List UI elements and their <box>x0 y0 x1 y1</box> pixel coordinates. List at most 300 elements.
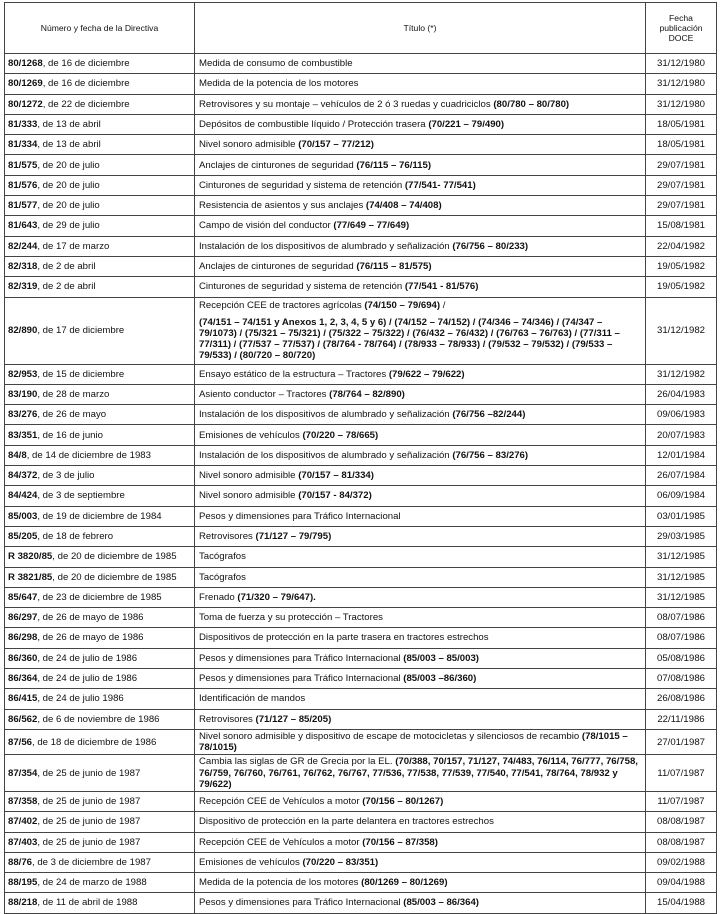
directive-number: 83/276 <box>8 409 38 421</box>
publication-date: 31/12/1980 <box>646 54 717 74</box>
directive-date: , de 29 de julio <box>37 220 100 232</box>
title-cell <box>195 384 646 404</box>
publication-date: 31/12/1980 <box>646 94 717 114</box>
table-row <box>5 277 717 297</box>
directive-number: 82/319 <box>8 281 38 293</box>
title-cell <box>195 175 646 195</box>
title-text: Cinturones de seguridad y sistema de retención <box>199 281 405 293</box>
title-reference: (71/127 – 85/205) <box>255 713 332 725</box>
title-cell <box>195 729 646 754</box>
table-row <box>5 567 717 587</box>
table-row <box>5 256 717 276</box>
title-cell <box>195 114 646 134</box>
title-reference: (80/1269 – 80/1269) <box>361 877 448 889</box>
title-reference: (76/115 – 81/575) <box>356 261 432 273</box>
title-text: Asiento conductor – Tractores <box>199 388 330 400</box>
directive-cell <box>5 506 195 526</box>
publication-date: 19/05/1982 <box>646 256 717 276</box>
directive-cell <box>5 216 195 236</box>
directive-number: 81/576 <box>8 179 38 191</box>
publication-date: 12/01/1984 <box>646 445 717 465</box>
directive-date: , de 16 de junio <box>37 429 103 441</box>
table-row <box>5 587 717 607</box>
directive-cell <box>5 832 195 852</box>
publication-date: 22/11/1986 <box>646 709 717 729</box>
directive-date: , de 20 de diciembre de 1985 <box>52 571 177 583</box>
title-cell <box>195 812 646 832</box>
directive-cell <box>5 364 195 384</box>
title-text: Retrovisores <box>199 531 256 542</box>
title-cell <box>195 669 646 689</box>
title-text: Retrovisores <box>199 713 256 725</box>
title-cell <box>195 486 646 506</box>
title-text: Medida de consumo de combustible <box>199 58 353 70</box>
directives-table <box>4 2 717 914</box>
directive-date: , de 11 de abril de 1988 <box>37 897 138 909</box>
table-row <box>5 709 717 729</box>
title-reference: (74/151 – 74/151 y Anexos 1, 2, 3, 4, 5 y 6) / (74/152 – 74/152) / (74/346 – 74/346) / (74/347 – 79/1073) / (75/321 – 75/321) / (75/322 – 75/322) / (76/432 – 76/432) / (76/763 – 76/763) / (77/311 – 77/311) / (77/537 – 77/537) / (78/764 - 78/764) / (78/933 – 78/933) / (79/532 – 79/532) / (79/533 – 79/533) / (80/720 – 80/720) <box>199 316 620 362</box>
table-row <box>5 94 717 114</box>
directive-number: 86/562 <box>8 713 38 725</box>
directive-number: 88/195 <box>8 877 38 889</box>
title-cell <box>195 567 646 587</box>
directive-cell <box>5 689 195 709</box>
directive-number: 85/205 <box>8 531 38 542</box>
directive-cell <box>5 114 195 134</box>
title-reference: (74/150 – 79/694) <box>364 299 441 311</box>
table-row <box>5 216 717 236</box>
publication-date: 06/09/1984 <box>646 486 717 506</box>
publication-date: 22/04/1982 <box>646 236 717 256</box>
title-text: Tacógrafos <box>199 551 246 563</box>
title-cell <box>195 526 646 546</box>
publication-date: 11/07/1987 <box>646 755 717 792</box>
directive-number: R 3820/85 <box>8 551 53 563</box>
directive-cell <box>5 852 195 872</box>
title-cell <box>195 547 646 567</box>
header-publication-date-line: DOCE <box>668 33 694 43</box>
publication-date: 09/02/1988 <box>646 852 717 872</box>
directive-cell <box>5 445 195 465</box>
publication-date: 26/07/1984 <box>646 466 717 486</box>
directive-cell <box>5 628 195 648</box>
directive-cell <box>5 729 195 754</box>
directive-cell <box>5 54 195 74</box>
directive-cell <box>5 587 195 607</box>
directive-date: , de 18 de febrero <box>37 531 114 542</box>
header-directive-number-date: Número y fecha de la Directiva <box>5 3 195 54</box>
title-text: Cambia las siglas de GR de Grecia por la EL. <box>199 756 396 768</box>
directive-cell <box>5 567 195 587</box>
title-cell <box>195 405 646 425</box>
title-text: / <box>440 299 446 311</box>
title-reference: (70/157 – 81/334) <box>298 470 374 482</box>
header-title: Título (*) <box>195 3 646 54</box>
title-paragraph <box>199 317 641 362</box>
title-cell <box>195 277 646 297</box>
directive-number: R 3821/85 <box>8 571 53 583</box>
table-row <box>5 114 717 134</box>
directive-number: 80/1272 <box>8 98 43 110</box>
table-row <box>5 486 717 506</box>
directive-cell <box>5 466 195 486</box>
table-row <box>5 466 717 486</box>
directive-number: 80/1268 <box>8 58 43 70</box>
directive-date: , de 20 de julio <box>37 179 100 191</box>
directive-cell <box>5 277 195 297</box>
title-text: Nivel sonoro admisible <box>199 139 299 151</box>
publication-date: 07/08/1986 <box>646 669 717 689</box>
header-publication-date <box>646 3 717 54</box>
publication-date: 26/08/1986 <box>646 689 717 709</box>
table-row <box>5 236 717 256</box>
table-row <box>5 155 717 175</box>
publication-date: 31/12/1982 <box>646 297 717 364</box>
title-text: Retrovisores y su montaje – vehículos de 2 ó 3 ruedas y cuadriciclos <box>199 98 494 110</box>
directive-number: 81/334 <box>8 139 38 151</box>
title-text: Anclajes de cinturones de seguridad <box>199 261 357 273</box>
paragraph-gap <box>199 312 641 316</box>
title-text: Medida de la potencia de los motores <box>199 877 362 889</box>
directive-date: , de 24 de julio 1986 <box>37 693 124 705</box>
directive-date: , de 3 de julio <box>37 470 95 482</box>
table-body <box>5 54 717 914</box>
directive-cell <box>5 175 195 195</box>
title-cell <box>195 506 646 526</box>
title-reference: (77/649 – 77/649) <box>333 220 410 232</box>
table-row <box>5 526 717 546</box>
table-row <box>5 297 717 364</box>
title-text: Medida de la potencia de los motores <box>199 78 359 90</box>
directive-cell <box>5 74 195 94</box>
directive-date: , de 19 de diciembre de 1984 <box>37 510 162 522</box>
directive-cell <box>5 873 195 893</box>
title-text: Nivel sonoro admisible <box>199 470 299 482</box>
table-row <box>5 873 717 893</box>
publication-date: 15/08/1981 <box>646 216 717 236</box>
document-page <box>4 2 716 914</box>
title-cell <box>195 755 646 792</box>
directive-number: 81/333 <box>8 118 38 130</box>
directive-cell <box>5 196 195 216</box>
publication-date: 26/04/1983 <box>646 384 717 404</box>
title-reference: (77/541 - 81/576) <box>404 281 479 293</box>
title-reference: (85/003 – 85/003) <box>403 652 479 664</box>
directive-cell <box>5 405 195 425</box>
title-text: Emisiones de vehículos <box>199 856 303 868</box>
title-reference: (70/156 – 80/1267) <box>362 795 444 807</box>
table-row <box>5 669 717 689</box>
title-reference: (76/756 –82/244) <box>452 409 526 421</box>
title-text: Toma de fuerza y su protección – Tractores <box>199 612 383 624</box>
directive-date: , de 24 de julio de 1986 <box>37 673 138 685</box>
title-text: Emisiones de vehículos <box>199 429 303 441</box>
title-text: Ensayo estático de la estructura – Tractores <box>199 368 389 380</box>
table-row <box>5 54 717 74</box>
title-cell <box>195 608 646 628</box>
directive-date: , de 17 de marzo <box>37 240 110 252</box>
directive-number: 88/76 <box>8 856 33 868</box>
directive-date: , de 18 de diciembre de 1986 <box>32 736 157 748</box>
title-text: Depósitos de combustible líquido / Protección trasera <box>199 118 429 130</box>
title-reference: (85/003 – 86/364) <box>403 897 479 909</box>
directive-date: , de 26 de mayo <box>37 409 107 421</box>
table-row <box>5 628 717 648</box>
directive-date: , de 14 de diciembre de 1983 <box>26 449 151 461</box>
directive-date: , de 20 de julio <box>37 159 100 171</box>
table-row <box>5 608 717 628</box>
title-text: Dispositivo de protección en la parte delantera en tractores estrechos <box>199 816 494 828</box>
title-text: Recepción CEE de tractores agrícolas <box>199 299 365 311</box>
title-text: Identificación de mandos <box>199 693 306 705</box>
directive-date: , de 25 de junio de 1987 <box>37 816 141 828</box>
title-cell <box>195 709 646 729</box>
title-text: Pesos y dimensiones para Tráfico Internacional <box>199 897 404 909</box>
title-reference: (71/127 – 79/795) <box>255 531 332 542</box>
title-cell <box>195 648 646 668</box>
table-row <box>5 893 717 913</box>
title-cell <box>195 893 646 913</box>
directive-cell <box>5 486 195 506</box>
directive-date: , de 28 de marzo <box>37 388 110 400</box>
publication-date: 08/07/1986 <box>646 608 717 628</box>
directive-date: , de 25 de junio de 1987 <box>37 836 141 848</box>
header-publication-date-line: publicación <box>659 23 703 33</box>
directive-number: 83/190 <box>8 388 38 400</box>
table-row <box>5 648 717 668</box>
directive-number: 82/890 <box>8 324 38 336</box>
directive-date: , de 25 de junio de 1987 <box>37 795 141 807</box>
directive-number: 85/003 <box>8 510 38 522</box>
directive-date: , de 17 de diciembre <box>37 324 125 336</box>
table-row <box>5 729 717 754</box>
directive-cell <box>5 669 195 689</box>
directive-number: 85/647 <box>8 591 38 603</box>
directive-cell <box>5 384 195 404</box>
directive-date: , de 6 de noviembre de 1986 <box>37 713 160 725</box>
title-reference: (85/003 –86/360) <box>403 673 477 685</box>
directive-date: , de 24 de julio de 1986 <box>37 652 138 664</box>
title-reference: (70/220 – 83/351) <box>302 856 379 868</box>
publication-date: 03/01/1985 <box>646 506 717 526</box>
publication-date: 31/12/1980 <box>646 74 717 94</box>
title-text: Resistencia de asientos y sus anclajes <box>199 200 366 212</box>
directive-cell <box>5 812 195 832</box>
table-row <box>5 175 717 195</box>
title-text: Nivel sonoro admisible <box>199 490 299 502</box>
title-reference: (78/1015 – 78/1015) <box>199 730 628 754</box>
publication-date: 18/05/1981 <box>646 135 717 155</box>
title-text: Instalación de los dispositivos de alumbrado y señalización <box>199 409 453 421</box>
table-row <box>5 384 717 404</box>
directive-number: 86/364 <box>8 673 38 685</box>
table-row <box>5 74 717 94</box>
title-reference: (77/541- 77/541) <box>404 179 476 191</box>
directive-number: 87/403 <box>8 836 38 848</box>
publication-date: 19/05/1982 <box>646 277 717 297</box>
directive-date: , de 3 de diciembre de 1987 <box>32 856 151 868</box>
directive-date: , de 16 de diciembre <box>42 78 130 90</box>
title-cell <box>195 852 646 872</box>
title-cell <box>195 587 646 607</box>
title-reference: (70/157 - 84/372) <box>298 490 372 502</box>
directive-number: 86/297 <box>8 612 38 624</box>
table-row <box>5 196 717 216</box>
publication-date: 31/12/1982 <box>646 364 717 384</box>
publication-date: 31/12/1985 <box>646 587 717 607</box>
directive-number: 83/351 <box>8 429 38 441</box>
title-cell <box>195 196 646 216</box>
title-cell <box>195 155 646 175</box>
directive-date: , de 2 de abril <box>37 261 96 273</box>
publication-date: 31/12/1985 <box>646 547 717 567</box>
title-text: Instalación de los dispositivos de alumbrado y señalización <box>199 449 453 461</box>
directive-number: 87/358 <box>8 795 38 807</box>
directive-cell <box>5 755 195 792</box>
directive-date: , de 23 de diciembre de 1985 <box>37 591 162 603</box>
directive-number: 86/360 <box>8 652 38 664</box>
title-text: Instalación de los dispositivos de alumbrado y señalización <box>199 240 453 252</box>
table-row <box>5 812 717 832</box>
directive-date: , de 20 de diciembre de 1985 <box>52 551 177 563</box>
directive-number: 87/402 <box>8 816 38 828</box>
table-row <box>5 445 717 465</box>
directive-date: , de 20 de julio <box>37 200 100 212</box>
title-text: Pesos y dimensiones para Tráfico Internacional <box>199 652 404 664</box>
title-cell <box>195 425 646 445</box>
directive-date: , de 26 de mayo de 1986 <box>37 612 144 624</box>
directive-number: 81/575 <box>8 159 38 171</box>
directive-number: 88/218 <box>8 897 38 909</box>
directive-number: 87/354 <box>8 767 38 779</box>
directive-cell <box>5 94 195 114</box>
title-reference: (70/388, 70/157, 71/127, 74/483, 76/114, 76/777, 76/758, 76/759, 76/760, 76/761, 76/762, 76/767, 77/536, 77/538, 77/539, 77/540, 77/541, 78/764, 78/932 y 79/622) <box>199 756 638 790</box>
directive-cell <box>5 135 195 155</box>
title-cell <box>195 54 646 74</box>
title-reference: (70/220 – 78/665) <box>302 429 379 441</box>
directive-number: 82/318 <box>8 261 38 273</box>
directive-number: 81/577 <box>8 200 38 212</box>
publication-date: 18/05/1981 <box>646 114 717 134</box>
table-row <box>5 852 717 872</box>
directive-cell <box>5 893 195 913</box>
directive-number: 80/1269 <box>8 78 43 90</box>
directive-date: , de 26 de mayo de 1986 <box>37 632 144 644</box>
title-cell <box>195 791 646 811</box>
title-cell <box>195 236 646 256</box>
table-row <box>5 506 717 526</box>
directive-number: 82/244 <box>8 240 38 252</box>
table-row <box>5 791 717 811</box>
directive-cell <box>5 526 195 546</box>
title-text: Recepción CEE de Vehículos a motor <box>199 795 363 807</box>
directive-date: , de 13 de abril <box>37 118 101 130</box>
directive-date: , de 16 de diciembre <box>42 58 130 70</box>
title-cell <box>195 466 646 486</box>
publication-date: 09/06/1983 <box>646 405 717 425</box>
directive-number: 81/643 <box>8 220 38 232</box>
title-text: Dispositivos de protección en la parte trasera en tractores estrechos <box>199 632 489 644</box>
title-cell <box>195 135 646 155</box>
publication-date: 08/07/1986 <box>646 628 717 648</box>
title-reference: (70/157 – 77/212) <box>298 139 374 151</box>
title-reference: (76/756 – 80/233) <box>452 240 529 252</box>
title-text: Recepción CEE de Vehículos a motor <box>199 836 363 848</box>
title-cell <box>195 297 646 364</box>
publication-date: 31/12/1985 <box>646 567 717 587</box>
title-cell <box>195 74 646 94</box>
title-text: Frenado <box>199 591 238 603</box>
directive-number: 82/953 <box>8 368 38 380</box>
title-reference: (71/320 – 79/647). <box>237 591 316 603</box>
publication-date: 29/07/1981 <box>646 196 717 216</box>
directive-number: 84/8 <box>8 449 27 461</box>
directive-number: 87/56 <box>8 736 33 748</box>
title-text: Pesos y dimensiones para Tráfico Internacional <box>199 673 404 685</box>
directive-cell <box>5 425 195 445</box>
table-row <box>5 832 717 852</box>
title-cell <box>195 832 646 852</box>
publication-date: 29/07/1981 <box>646 175 717 195</box>
table-row <box>5 425 717 445</box>
directive-number: 84/424 <box>8 490 38 502</box>
directive-date: , de 24 de marzo de 1988 <box>37 877 147 889</box>
title-cell <box>195 445 646 465</box>
title-reference: (78/764 – 82/890) <box>329 388 405 400</box>
table-row <box>5 405 717 425</box>
publication-date: 11/07/1987 <box>646 791 717 811</box>
title-reference: (70/221 – 79/490) <box>428 118 505 130</box>
table-row <box>5 135 717 155</box>
directive-date: , de 3 de septiembre <box>37 490 125 502</box>
directive-cell <box>5 256 195 276</box>
directive-cell <box>5 648 195 668</box>
directive-date: , de 25 de junio de 1987 <box>37 767 141 779</box>
title-reference: (70/156 – 87/358) <box>362 836 438 848</box>
publication-date: 05/08/1986 <box>646 648 717 668</box>
table-header-row <box>5 3 717 54</box>
title-paragraph <box>199 300 641 311</box>
directive-date: , de 2 de abril <box>37 281 96 293</box>
header-publication-date-line: Fecha <box>669 13 693 23</box>
title-cell <box>195 256 646 276</box>
title-reference: (80/780 – 80/780) <box>493 98 570 110</box>
title-cell <box>195 628 646 648</box>
directive-number: 86/415 <box>8 693 38 705</box>
publication-date: 09/04/1988 <box>646 873 717 893</box>
title-cell <box>195 364 646 384</box>
directive-date: , de 15 de diciembre <box>37 368 125 380</box>
table-row <box>5 755 717 792</box>
title-reference: (74/408 – 74/408) <box>365 200 442 212</box>
table-row <box>5 689 717 709</box>
publication-date: 08/08/1987 <box>646 812 717 832</box>
table-row <box>5 547 717 567</box>
table-row <box>5 364 717 384</box>
directive-date: , de 22 de diciembre <box>42 98 130 110</box>
publication-date: 29/03/1985 <box>646 526 717 546</box>
title-text: Cinturones de seguridad y sistema de retención <box>199 179 405 191</box>
directive-cell <box>5 236 195 256</box>
title-text: Pesos y dimensiones para Tráfico Internacional <box>199 510 401 522</box>
directive-date: , de 13 de abril <box>37 139 101 151</box>
directive-cell <box>5 791 195 811</box>
directive-number: 86/298 <box>8 632 38 644</box>
publication-date: 15/04/1988 <box>646 893 717 913</box>
title-cell <box>195 216 646 236</box>
title-text: Anclajes de cinturones de seguridad <box>199 159 357 171</box>
publication-date: 29/07/1981 <box>646 155 717 175</box>
